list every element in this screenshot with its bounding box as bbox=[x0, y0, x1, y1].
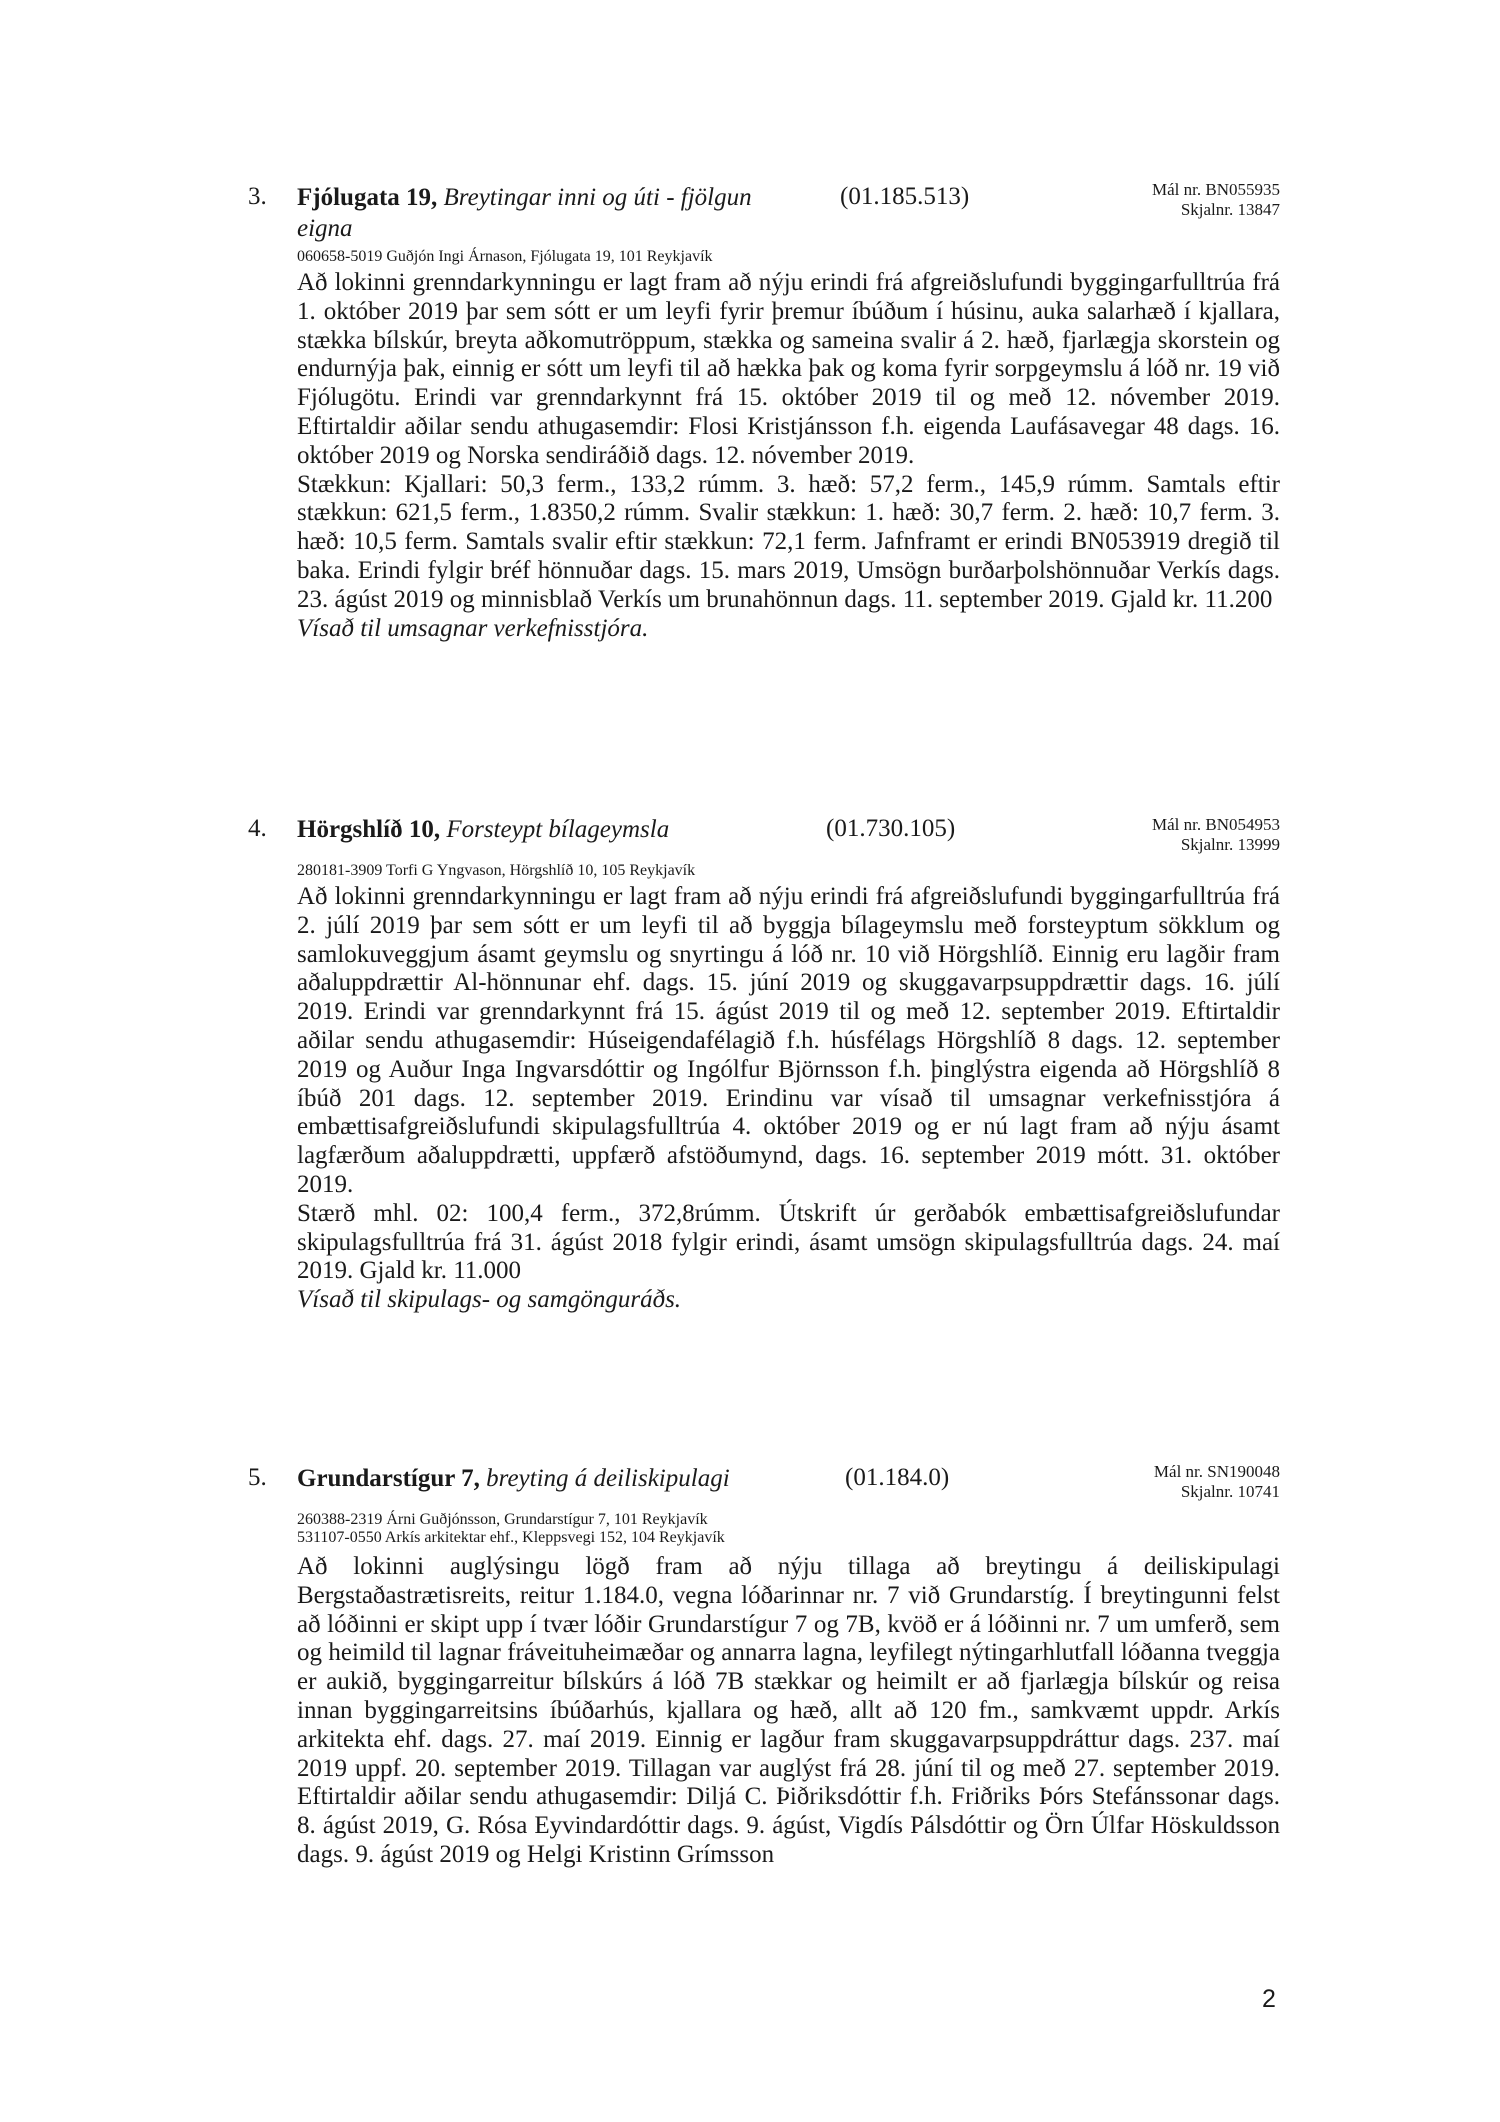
item-number: 5. bbox=[248, 1464, 267, 1491]
item-subtitle: Breytingar inni og úti - fjölgun bbox=[443, 184, 752, 211]
street-address: Hörgshlíð 10, bbox=[297, 816, 441, 843]
conclusion: Vísað til umsagnar verkefnisstjóra. bbox=[297, 614, 649, 642]
body-paragraph: Stækkun: Kjallari: 50,3 ferm., 133,2 rúmm. 3. hæð: 57,2 ferm., 145,9 rúmm. Samtals eftir stækkun: 621,5 ferm., 1.8350,2 rúmm. Svalir stækkun: 1. hæð: 30,7 ferm. 2. hæð: 10,7 ferm. 3. hæð: 10,5 ferm. Samtals svalir eftir stækkun: 72,1 ferm. Jafnframt er erindi BN053919 dregið til baka. Erindi fylgir bréf hönnuðar dags. 15. mars 2019, Umsögn burðarþolshönnuðar Verkís dags. 23. ágúst 2019 og minnisblað Verkís um brunahönnun dags. 11. september 2019. Gjald kr. 11.200 bbox=[297, 470, 1280, 613]
owners-list bbox=[297, 1511, 725, 1547]
item-heading bbox=[297, 814, 669, 845]
lot-number: (01.730.105) bbox=[826, 815, 956, 842]
item-body bbox=[297, 1553, 1280, 1870]
case-info bbox=[1040, 180, 1280, 220]
item-heading bbox=[297, 182, 752, 244]
item-subtitle-cont: eigna bbox=[297, 215, 353, 242]
case-info bbox=[1040, 815, 1280, 855]
document-number: Skjalnr. 10741 bbox=[1180, 1482, 1280, 1501]
owner-line: 260388-2319 Árni Guðjónsson, Grundarstígur 7, 101 Reykjavík bbox=[297, 1511, 708, 1528]
item-body bbox=[297, 883, 1280, 1315]
case-info bbox=[1040, 1462, 1280, 1502]
document-number: Skjalnr. 13999 bbox=[1180, 835, 1280, 854]
lot-number: (01.184.0) bbox=[845, 1464, 950, 1491]
owners-list bbox=[297, 248, 713, 266]
item-number: 4. bbox=[248, 815, 267, 842]
case-number: Mál nr. BN055935 bbox=[1152, 180, 1280, 199]
item-heading bbox=[297, 1463, 730, 1494]
street-address: Fjólugata 19, bbox=[297, 184, 438, 211]
body-paragraph: Að lokinni grenndarkynningu er lagt fram að nýju erindi frá afgreiðslufundi byggingarfulltrúa frá 2. júlí 2019 þar sem sótt er um leyfi til að byggja bílageymslu með forsteyptum sökklum og samlokuveggjum ásamt geymslu og snyrtingu á lóð nr. 10 við Hörgshlíð. Einnig eru lagðir fram aðaluppdrættir Al-hönnunar ehf. dags. 15. júní 2019 og skuggavarpsuppdrættir dags. 16. júlí 2019. Erindi var grenndarkynnt frá 15. ágúst 2019 til og með 12. september 2019. Eftirtaldir aðilar sendu athugasemdir: Húseigendafélagið f.h. húsfélags Hörgshlíð 8 dags. 12. september 2019 og Auður Inga Ingvarsdóttir og Ingólfur Björnsson f.h. þinglýstra eigenda að Hörgshlíð 8 íbúð 201 dags. 12. september 2019. Erindinu var vísað til umsagnar verkefnisstjóra á embættisafgreiðslufundi skipulagsfulltrúa 4. október 2019 og er nú lagt fram að nýju ásamt lagfærðum aðaluppdrætti, uppfærð afstöðumynd, dags. 16. september 2019 mótt. 31. október 2019. bbox=[297, 883, 1280, 1198]
lot-number: (01.185.513) bbox=[840, 183, 970, 210]
case-number: Mál nr. SN190048 bbox=[1153, 1462, 1280, 1481]
item-subtitle: Forsteypt bílageymsla bbox=[446, 816, 670, 843]
body-paragraph: Að lokinni auglýsingu lögð fram að nýju tillaga að breytingu á deiliskipulagi Bergstaðastrætisreits, reitur 1.184.0, vegna lóðarinnar nr. 7 við Grundarstíg. Í breytingunni felst að lóðinni er skipt upp í tvær lóðir Grundarstígur 7 og 7B, kvöð er á lóðinni nr. 7 um umferð, sem og heimild til lagnar fráveituheimæðar og annarra lagna, leyfilegt nýtingarhlutfall lóðanna tveggja er aukið, byggingarreitur bílskúrs á lóð 7B stækkar og heimilt er að fjarlægja bílskúr og reisa innan byggingarreitsins íbúðarhús, kjallara og hæð, allt að 120 fm., samkvæmt uppdr. Arkís arkitekta ehf. dags. 27. maí 2019. Einnig er lagður fram skuggavarpsuppdráttur dags. 237. maí 2019 uppf. 20. september 2019. Tillagan var auglýst frá 28. júní til og með 27. september 2019. Eftirtaldir aðilar sendu athugasemdir: Diljá C. Þiðriksdóttir f.h. Friðriks Þórs Stefánssonar dags. 8. ágúst 2019, G. Rósa Eyvindardóttir dags. 9. ágúst, Vigdís Pálsdóttir og Örn Úlfar Höskuldsson dags. 9. ágúst 2019 og Helgi Kristinn Grímsson bbox=[297, 1553, 1280, 1868]
item-body bbox=[297, 269, 1280, 643]
body-paragraph: Stærð mhl. 02: 100,4 ferm., 372,8rúmm. Útskrift úr gerðabók embættisafgreiðslufundar skipulagsfulltrúa frá 31. ágúst 2018 fylgir erindi, ásamt umsögn skipulagsfulltrúa dags. 24. maí 2019. Gjald kr. 11.000 bbox=[297, 1199, 1280, 1285]
item-subtitle: breyting á deiliskipulagi bbox=[486, 1465, 730, 1492]
document-number: Skjalnr. 13847 bbox=[1180, 200, 1280, 219]
body-paragraph: Að lokinni grenndarkynningu er lagt fram að nýju erindi frá afgreiðslufundi byggingarfulltrúa frá 1. október 2019 þar sem sótt er um leyfi fyrir þremur íbúðum í húsinu, auka salarhæð í kjallara, stækka bílskúr, breyta aðkomutröppum, stækka og sameina svalir á 2. hæð, fjarlægja skorstein og endurnýja þak, einnig er sótt um leyfi til að hækka þak og koma fyrir sorpgeymslu á lóð nr. 19 við Fjólugötu. Erindi var grenndarkynnt frá 15. október 2019 til og með 12. nóvember 2019. Eftirtaldir aðilar sendu athugasemdir: Flosi Kristjánsson f.h. eigenda Laufásavegar 48 dags. 16. október 2019 og Norska sendiráðið dags. 12. nóvember 2019. bbox=[297, 269, 1280, 469]
case-number: Mál nr. BN054953 bbox=[1152, 815, 1280, 834]
owner-line: 531107-0550 Arkís arkitektar ehf., Kleppsvegi 152, 104 Reykjavík bbox=[297, 1529, 725, 1546]
owner-line: 280181-3909 Torfi G Yngvason, Hörgshlíð 10, 105 Reykjavík bbox=[297, 862, 696, 879]
owner-line: 060658-5019 Guðjón Ingi Árnason, Fjólugata 19, 101 Reykjavík bbox=[297, 248, 713, 265]
item-number: 3. bbox=[248, 183, 267, 210]
conclusion: Vísað til skipulags- og samgönguráðs. bbox=[297, 1286, 682, 1314]
page-number: 2 bbox=[1262, 1985, 1276, 2013]
street-address: Grundarstígur 7, bbox=[297, 1465, 480, 1492]
owners-list bbox=[297, 862, 695, 880]
